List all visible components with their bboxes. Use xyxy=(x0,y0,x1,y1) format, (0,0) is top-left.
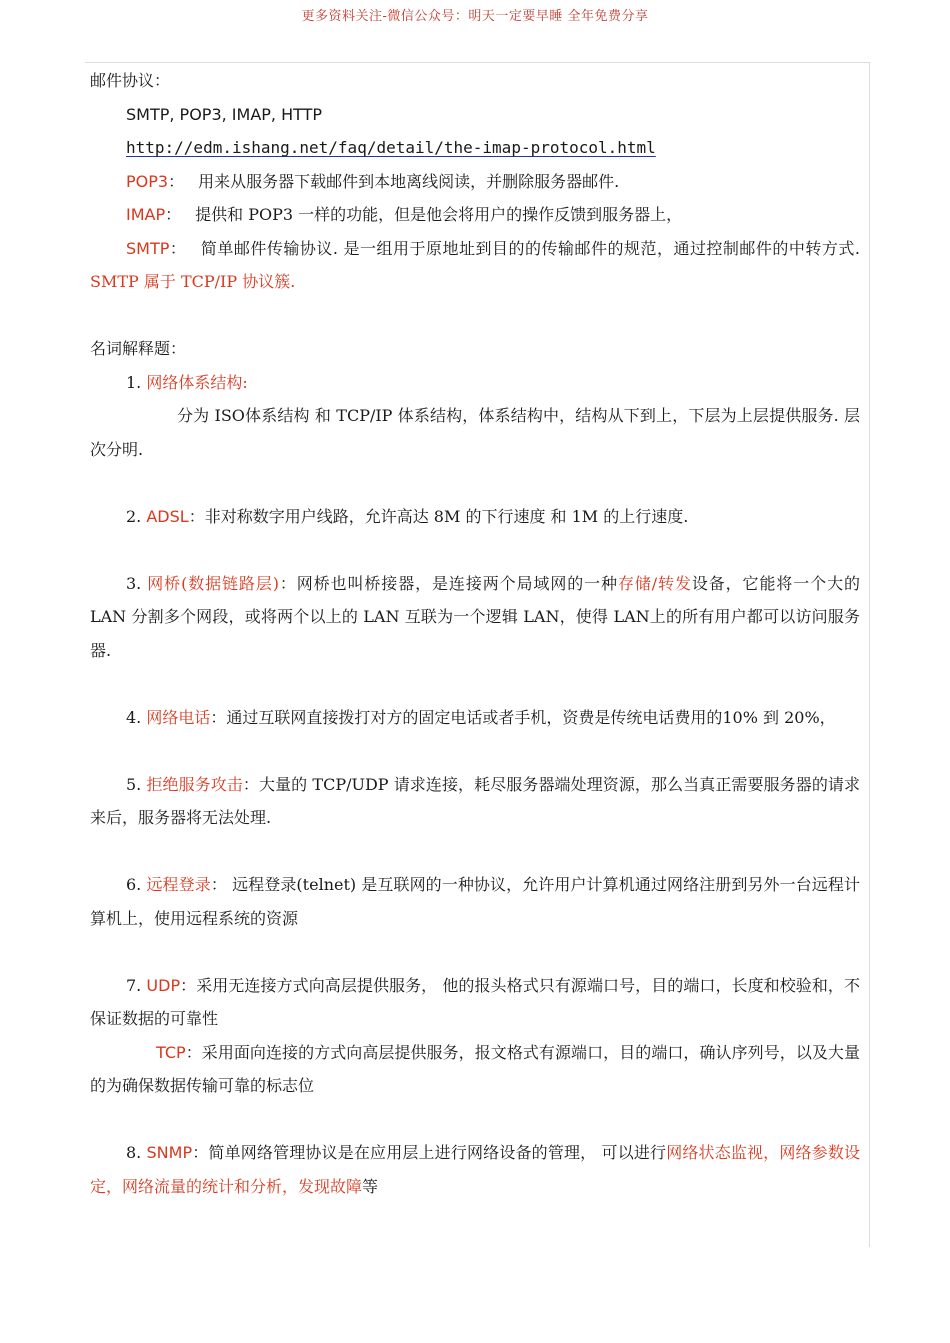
term-1-line xyxy=(90,366,860,400)
term-3-def-b: 设备，它能将一个大的 LAN 分割多个网段，或将两个以上的 LAN 互联为一个逻辑 LAN，使得 LAN上的所有用户都可以访问服务器. xyxy=(90,573,860,660)
document-body xyxy=(90,64,860,1203)
term-7-paragraph xyxy=(90,969,860,1036)
term-8-highlight: 网络状态监视，网络参数设定，网络流量的统计和分析，发现故障 xyxy=(90,1143,860,1196)
smtp-def: 简单邮件传输协议. 是一组用于原地址到目的的传输邮件的规范，通过控制邮件的中转方式. xyxy=(200,238,860,258)
email-protocol-list: SMTP, POP3, IMAP, HTTP xyxy=(126,104,323,124)
term-5-paragraph xyxy=(90,768,860,835)
smtp-paragraph: SMTP： 简单邮件传输协议. 是一组用于原地址到目的的传输邮件的规范，通过控制邮件的中转方式. SMTP 属于 TCP/IP 协议簇. xyxy=(90,238,860,291)
term-1-definition: 分为 ISO体系结构 和 TCP/IP 体系结构，体系结构中，结构从下到上，下层为上层提供服务. 层次分明. xyxy=(90,406,860,459)
smtp-term: SMTP xyxy=(126,238,170,258)
email-heading: 邮件协议： xyxy=(90,71,171,90)
term-8-paragraph xyxy=(90,1136,860,1203)
term-7-number: 7. xyxy=(126,975,142,995)
term-5-definition: ：大量的 TCP/UDP 请求连接，耗尽服务器端处理资源，那么当真正需要服务器的请求来后，服务器将无法处理. xyxy=(90,774,860,827)
term-8-definition: ：简单网络管理协议是在应用层上进行网络设备的管理， 可以进行 xyxy=(192,1143,667,1162)
pop3-def: 用来从服务器下载邮件到本地离线阅读，并删除服务器邮件. xyxy=(198,171,620,191)
smtp-note: SMTP 属于 TCP/IP 协议簇. xyxy=(90,272,296,291)
term-2-number: 2. xyxy=(126,506,142,526)
term-4-number: 4. xyxy=(126,707,142,727)
imap-reference-link[interactable]: http://edm.ishang.net/faq/detail/the-imap-protocol.html xyxy=(126,138,656,157)
term-7b-definition: ：采用面向连接的方式向高层提供服务，报文格式有源端口，目的端口，确认序列号，以及大量的为确保数据传输可靠的标志位 xyxy=(90,1042,860,1095)
imap-term: IMAP xyxy=(126,205,166,224)
term-7-definition: ：采用无连接方式向高层提供服务， 他的报头格式只有源端口号，目的端口，长度和校验和，不保证数据的可靠性 xyxy=(90,975,860,1028)
term-2-title: ADSL xyxy=(146,506,189,526)
term-7b-title: TCP xyxy=(156,1042,186,1062)
term-5-title: 拒绝服务攻击 xyxy=(146,774,243,794)
header-banner: 更多资料关注-微信公众号：明天一定要早睡 全年免费分享 xyxy=(301,9,649,24)
term-3-title: 网桥(数据链路层) xyxy=(147,573,279,593)
imap-def: 提供和 POP3 一样的功能，但是他会将用户的操作反馈到服务器上， xyxy=(195,205,683,224)
term-2-definition: ：非对称数字用户线路，允许高达 8M 的下行速度 和 1M 的上行速度. xyxy=(188,506,689,526)
term-3-number: 3. xyxy=(126,573,142,593)
term-6-number: 6. xyxy=(126,875,142,894)
term-2-line xyxy=(90,500,860,534)
term-6-paragraph xyxy=(90,868,860,935)
term-3-def-a: ：网桥也叫桥接器，是连接两个局域网的一种 xyxy=(278,573,618,593)
term-3-paragraph xyxy=(90,567,860,668)
term-4-paragraph xyxy=(90,701,860,735)
term-7b-paragraph xyxy=(90,1036,860,1103)
term-7-title: UDP xyxy=(146,975,181,995)
term-4-title: 网络电话 xyxy=(146,707,211,727)
term-1-number: 1. xyxy=(126,372,142,392)
pop3-line: POP3： 用来从服务器下载邮件到本地离线阅读，并删除服务器邮件. xyxy=(126,171,620,191)
term-4-definition: ：通过互联网直接拨打对方的固定电话或者手机，资费是传统电话费用的10% 到 20%， xyxy=(210,707,836,727)
terms-heading: 名词解释题： xyxy=(90,339,187,358)
term-6-title: 远程登录 xyxy=(146,875,211,894)
imap-line: IMAP： 提供和 POP3 一样的功能，但是他会将用户的操作反馈到服务器上， xyxy=(126,205,683,224)
term-8-title: SNMP xyxy=(146,1143,193,1162)
term-8-number: 8. xyxy=(126,1143,142,1162)
term-8-tail: 等 xyxy=(362,1176,379,1196)
pop3-term: POP3 xyxy=(126,171,169,191)
term-1-title: 网络体系结构: xyxy=(146,372,248,392)
term-3-highlight: 存储/转发 xyxy=(617,573,692,593)
term-5-number: 5. xyxy=(126,774,142,794)
page-border-top xyxy=(85,62,870,63)
page-border-right xyxy=(869,62,870,1247)
term-6-definition: ： 远程登录(telnet) 是互联网的一种协议，允许用户计算机通过网络注册到另外一台远程计算机上，使用远程系统的资源 xyxy=(90,875,860,928)
